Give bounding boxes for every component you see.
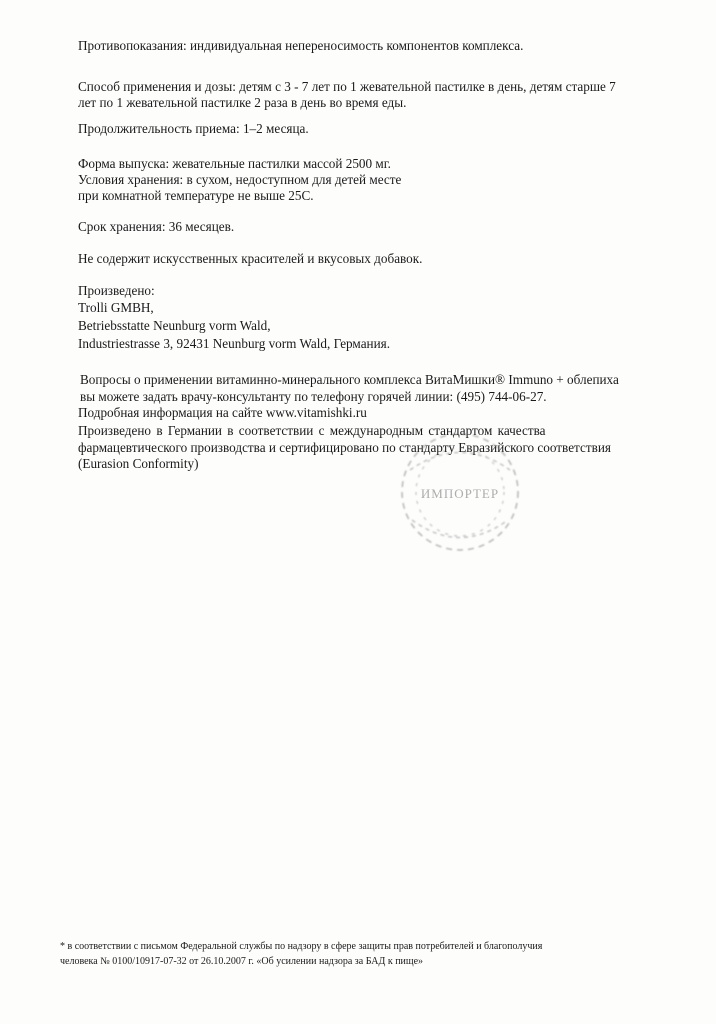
- manufacturer-address: Industriestrasse 3, 92431 Neunburg vorm Wald, Германия.: [78, 336, 391, 351]
- produced-text-line-3: (Eurasion Conformity): [78, 456, 199, 471]
- produced-text-line-2: фармацевтического производства и сертифицировано по стандарту Евразийского соответствия: [78, 440, 611, 455]
- manufacturer-site: Betriebsstatte Neunburg vorm Wald,: [78, 318, 271, 333]
- storage-text-line-1: Условия хранения: в сухом, недоступном для детей месте: [78, 172, 402, 187]
- website-text: Подробная информация на сайте www.vitamishki.ru: [78, 405, 367, 420]
- shelf-life-text: Срок хранения: 36 месяцев.: [78, 219, 235, 234]
- duration-text: Продолжительность приема: 1–2 месяца.: [78, 121, 309, 136]
- footnote-line-1: * в соответствии с письмом Федеральной службы по надзору в сфере защиты прав потребителей и благополучия: [60, 941, 543, 952]
- manufacturer-heading: Произведено:: [78, 283, 155, 298]
- storage-text-line-2: при комнатной температуре не выше 25С.: [78, 188, 314, 203]
- dosage-text-line-2: лет по 1 жевательной пастилке 2 раза в день во время еды.: [78, 95, 407, 110]
- no-additives-text: Не содержит искусственных красителей и вкусовых добавок.: [78, 251, 423, 266]
- release-form-text: Форма выпуска: жевательные пастилки массой 2500 мг.: [78, 156, 391, 171]
- questions-text-line-2: вы можете задать врачу-консультанту по телефону горячей линии: (495) 744-06-27.: [80, 389, 547, 404]
- stamp-text: ИМПОРТЕР: [420, 486, 500, 501]
- importer-stamp: [390, 430, 540, 560]
- footnote-line-2: человека № 0100/10917-07-32 от 26.10.2007 г. «Об усилении надзора за БАД к пище»: [60, 956, 424, 967]
- dosage-text-line-1: Способ применения и дозы: детям с 3 - 7 лет по 1 жевательной пастилке в день, детям старше 7: [78, 79, 616, 94]
- contraindications-text: Противопоказания: индивидуальная непереносимость компонентов комплекса.: [78, 38, 524, 53]
- manufacturer-name: Trolli GMBH,: [78, 300, 154, 315]
- questions-text-line-1: Вопросы о применении витаминно-минерального комплекса ВитаМишки® Immuno + облепиха: [80, 372, 619, 387]
- produced-text-line-1: Произведено в Германии в соответствии с международным стандартом качества: [78, 423, 546, 438]
